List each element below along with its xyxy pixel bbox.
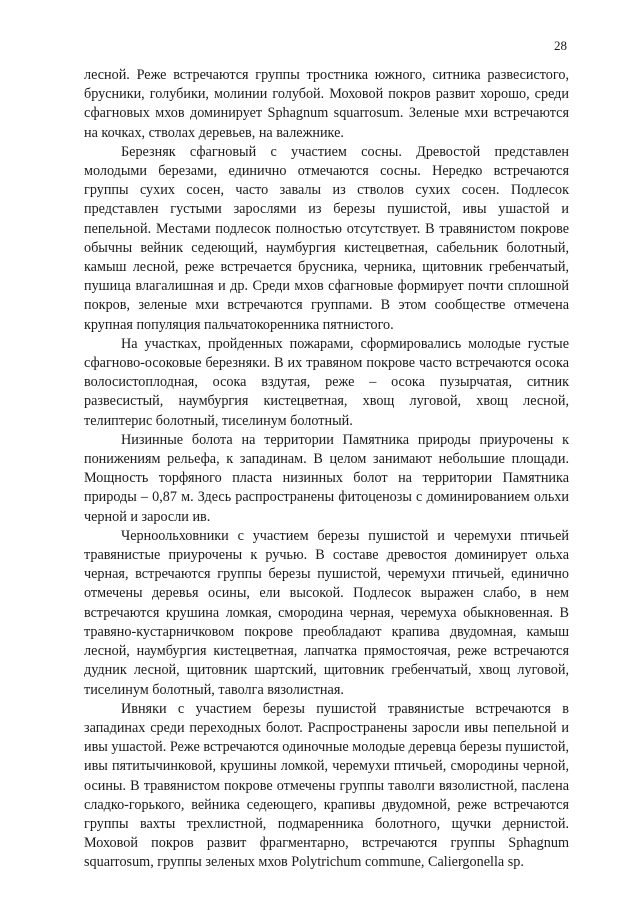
page-number: 28 [554,38,567,53]
paragraph-3: На участках, пройденных пожарами, сформировались молодые густые сфагново-осоковые березняки. В их травяном покрове часто встречаются осока волосистоплодная, осока вздутая, реже – осока пузырчатая, ситник развесистый, наумбургия кистецветная, хвощ луговой, хвощ лесной, телиптерис болотный, тиселинум болотный. [84,335,569,429]
paragraph-1: лесной. Реже встречаются группы тростника южного, ситника развесистого, брусники, голубики, молинии голубой. Моховой покров развит хорошо, среди сфагновых мхов доминирует Sphagnum squarrosum. Зеленые мхи встречаются на кочках, стволах деревьев, на валежнике. [84,67,569,141]
paragraph-6: Ивняки с участием березы пушистой травянистые встречаются в западинах среди переходных болот. Распространены заросли ивы пепельной и ивы ушастой. Реже встречаются одиночные молодые деревца березы пушистой, ивы пятитычинковой, крушины ломкой, черемухи птичьей, смородины черной, осины. В травянистом покрове отмечены группы таволги вязолистной, паслена сладко-горького, вейника седеющего, крапивы двудомной, реже встречаются группы вахты трехлистной, подмаренника болотного, щучки дернистой. Моховой покров развит фрагментарно, встречаются группы Sphagnum squarrosum, группы зеленых мхов Polytrichum commune, Caliergonella sp. [84,700,569,871]
page-body [84,66,569,873]
paragraph-4: Низинные болота на территории Памятника природы приурочены к понижениям рельефа, к западинам. В целом занимают небольшие площади. Мощность торфяного пласта низинных болот на территории Памятника природы – 0,87 м. Здесь распространены фитоценозы с доминированием ольхи черной и заросли ив. [84,431,569,525]
paragraph-2: Березняк сфагновый с участием сосны. Древостой представлен молодыми березами, единично отмечаются сосны. Нередко встречаются группы сухих сосен, часто завалы из стволов сухих сосен. Подлесок представлен густыми зарослями из березы пушистой, ивы ушастой и пепельной. Местами подлесок полностью отсутствует. В травянистом покрове обычны вейник седеющий, наумбургия кистецветная, сабельник болотный, камыш лесной, реже встречается брусника, черника, щитовник гребенчатый, пушица влагалишная и др. Среди мхов сфагновые формирует почти сплошной покров, зеленые мхи встречаются группами. В этом сообществе отмечена крупная популяция пальчатокоренника пятнистого. [84,143,569,333]
paragraph-5: Черноольховники с участием березы пушистой и черемухи птичьей травянистые приурочены к ручью. В составе древостоя доминирует ольха черная, встречаются группы березы пушистой, черемухи птичьей, единично отмечены деревья осины, ели высокой. Подлесок выражен слабо, в нем встречаются крушина ломкая, смородина черная, черемуха обыкновенная. В травяно-кустарничковом покрове преобладают крапива двудомная, камыш лесной, наумбургия кистецветная, лапчатка прямостоячая, реже встречаются дудник лесной, щитовник шартский, щитовник гребенчатый, хвощ луговой, тиселинум болотный, таволга вязолистная. [84,527,569,698]
